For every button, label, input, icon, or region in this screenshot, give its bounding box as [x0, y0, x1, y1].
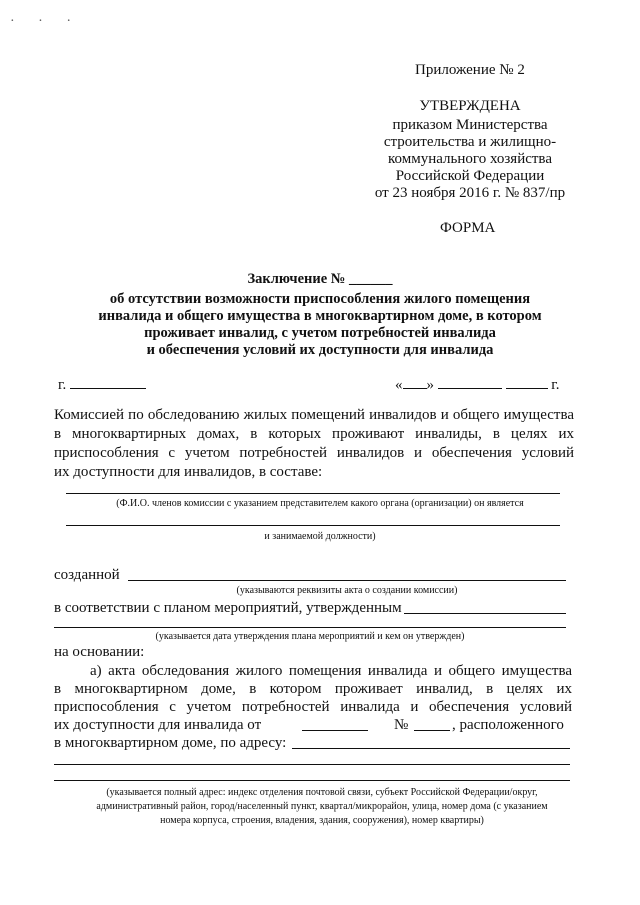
- order-line-4: Российской Федерации: [395, 168, 545, 184]
- plan-field-line-2[interactable]: [54, 627, 566, 628]
- act-date-field[interactable]: [302, 730, 368, 731]
- order-line-5: от 23 ноября 2016 г. № 837/пр: [374, 185, 566, 201]
- address-label: в многоквартирном доме, по адресу:: [54, 735, 287, 751]
- form-label: ФОРМА: [440, 220, 496, 236]
- order-line-3: коммунального хозяйства: [388, 151, 552, 167]
- commission-line-3: приспособления с учетом потребностей инвалидов и обеспечения условий: [54, 445, 574, 461]
- created-label: созданной: [54, 567, 120, 583]
- commission-line-2: в многоквартирных домах, в которых проживают инвалиды, в целях их: [54, 426, 574, 442]
- date-field-group: [395, 375, 559, 395]
- appendix-number: Приложение № 2: [415, 62, 525, 78]
- address-hint-3: номера корпуса, строения, владения, здания, сооружения), номер квартиры): [160, 815, 484, 826]
- basis-line-4-end: , расположенного: [452, 717, 564, 733]
- conclusion-number: Заключение № ______: [247, 271, 393, 287]
- date-close-quote: »: [426, 377, 434, 393]
- act-number-sign: №: [394, 717, 409, 733]
- title-line-4: проживает инвалид, с учетом потребностей инвалида: [144, 325, 496, 341]
- basis-line-4-start: их доступности для инвалида от: [54, 717, 262, 733]
- act-number-field[interactable]: [414, 730, 450, 731]
- plan-label: в соответствии с планом мероприятий, утвержденным: [54, 600, 402, 616]
- address-hint-1: (указывается полный адрес: индекс отделения почтовой связи, субъект Российской Федерации/округ,: [106, 787, 538, 798]
- order-line-2: строительства и жилищно-: [383, 134, 557, 150]
- position-hint: и занимаемой должности): [264, 531, 376, 542]
- basis-line-1: а) акта обследования жилого помещения инвалида и общего имущества: [90, 663, 572, 679]
- address-field-line[interactable]: [292, 748, 570, 749]
- created-hint: (указываются реквизиты акта о создании комиссии): [236, 585, 458, 596]
- plan-hint: (указывается дата утверждения плана мероприятий и кем он утвержден): [155, 631, 465, 642]
- year-suffix: г.: [551, 377, 560, 393]
- commission-line-1: Комиссией по обследованию жилых помещений инвалидов и общего имущества: [54, 407, 574, 423]
- address-hint-2: административный район, город/населенный пункт, квартал/микрорайон, улица, номер дома (с указанием: [96, 801, 548, 812]
- commission-line-4: их доступности для инвалидов, в составе:: [54, 464, 323, 480]
- month-field[interactable]: [438, 375, 502, 389]
- date-open-quote: «: [395, 377, 403, 393]
- year-field[interactable]: [506, 375, 548, 389]
- day-field[interactable]: [403, 375, 427, 389]
- basis-line-3: приспособления с учетом потребностей инвалида и обеспечения условий: [54, 699, 572, 715]
- city-field[interactable]: [70, 375, 146, 389]
- plan-field-line[interactable]: [404, 613, 566, 614]
- members-hint: (Ф.И.О. членов комиссии с указанием представителем какого органа (организации) он является: [116, 498, 524, 509]
- created-field-line[interactable]: [128, 580, 566, 581]
- basis-label: на основании:: [54, 644, 145, 660]
- scan-marks: · · ·: [10, 14, 81, 29]
- title-line-2: об отсутствии возможности приспособления жилого помещения: [109, 291, 531, 307]
- members-field-line[interactable]: [66, 493, 560, 494]
- title-line-3: инвалида и общего имущества в многоквартирном доме, в котором: [98, 308, 542, 324]
- city-label: [58, 375, 146, 395]
- approved-label: УТВЕРЖДЕНА: [419, 98, 521, 114]
- basis-line-2: в многоквартирном доме, в котором проживает инвалид, в целях их: [54, 681, 572, 697]
- position-field-line[interactable]: [66, 525, 560, 526]
- address-field-line-3[interactable]: [54, 780, 570, 781]
- order-line-1: приказом Министерства: [392, 117, 548, 133]
- address-field-line-2[interactable]: [54, 764, 570, 765]
- title-line-5: и обеспечения условий их доступности для инвалида: [146, 342, 494, 358]
- city-prefix: г.: [58, 377, 67, 393]
